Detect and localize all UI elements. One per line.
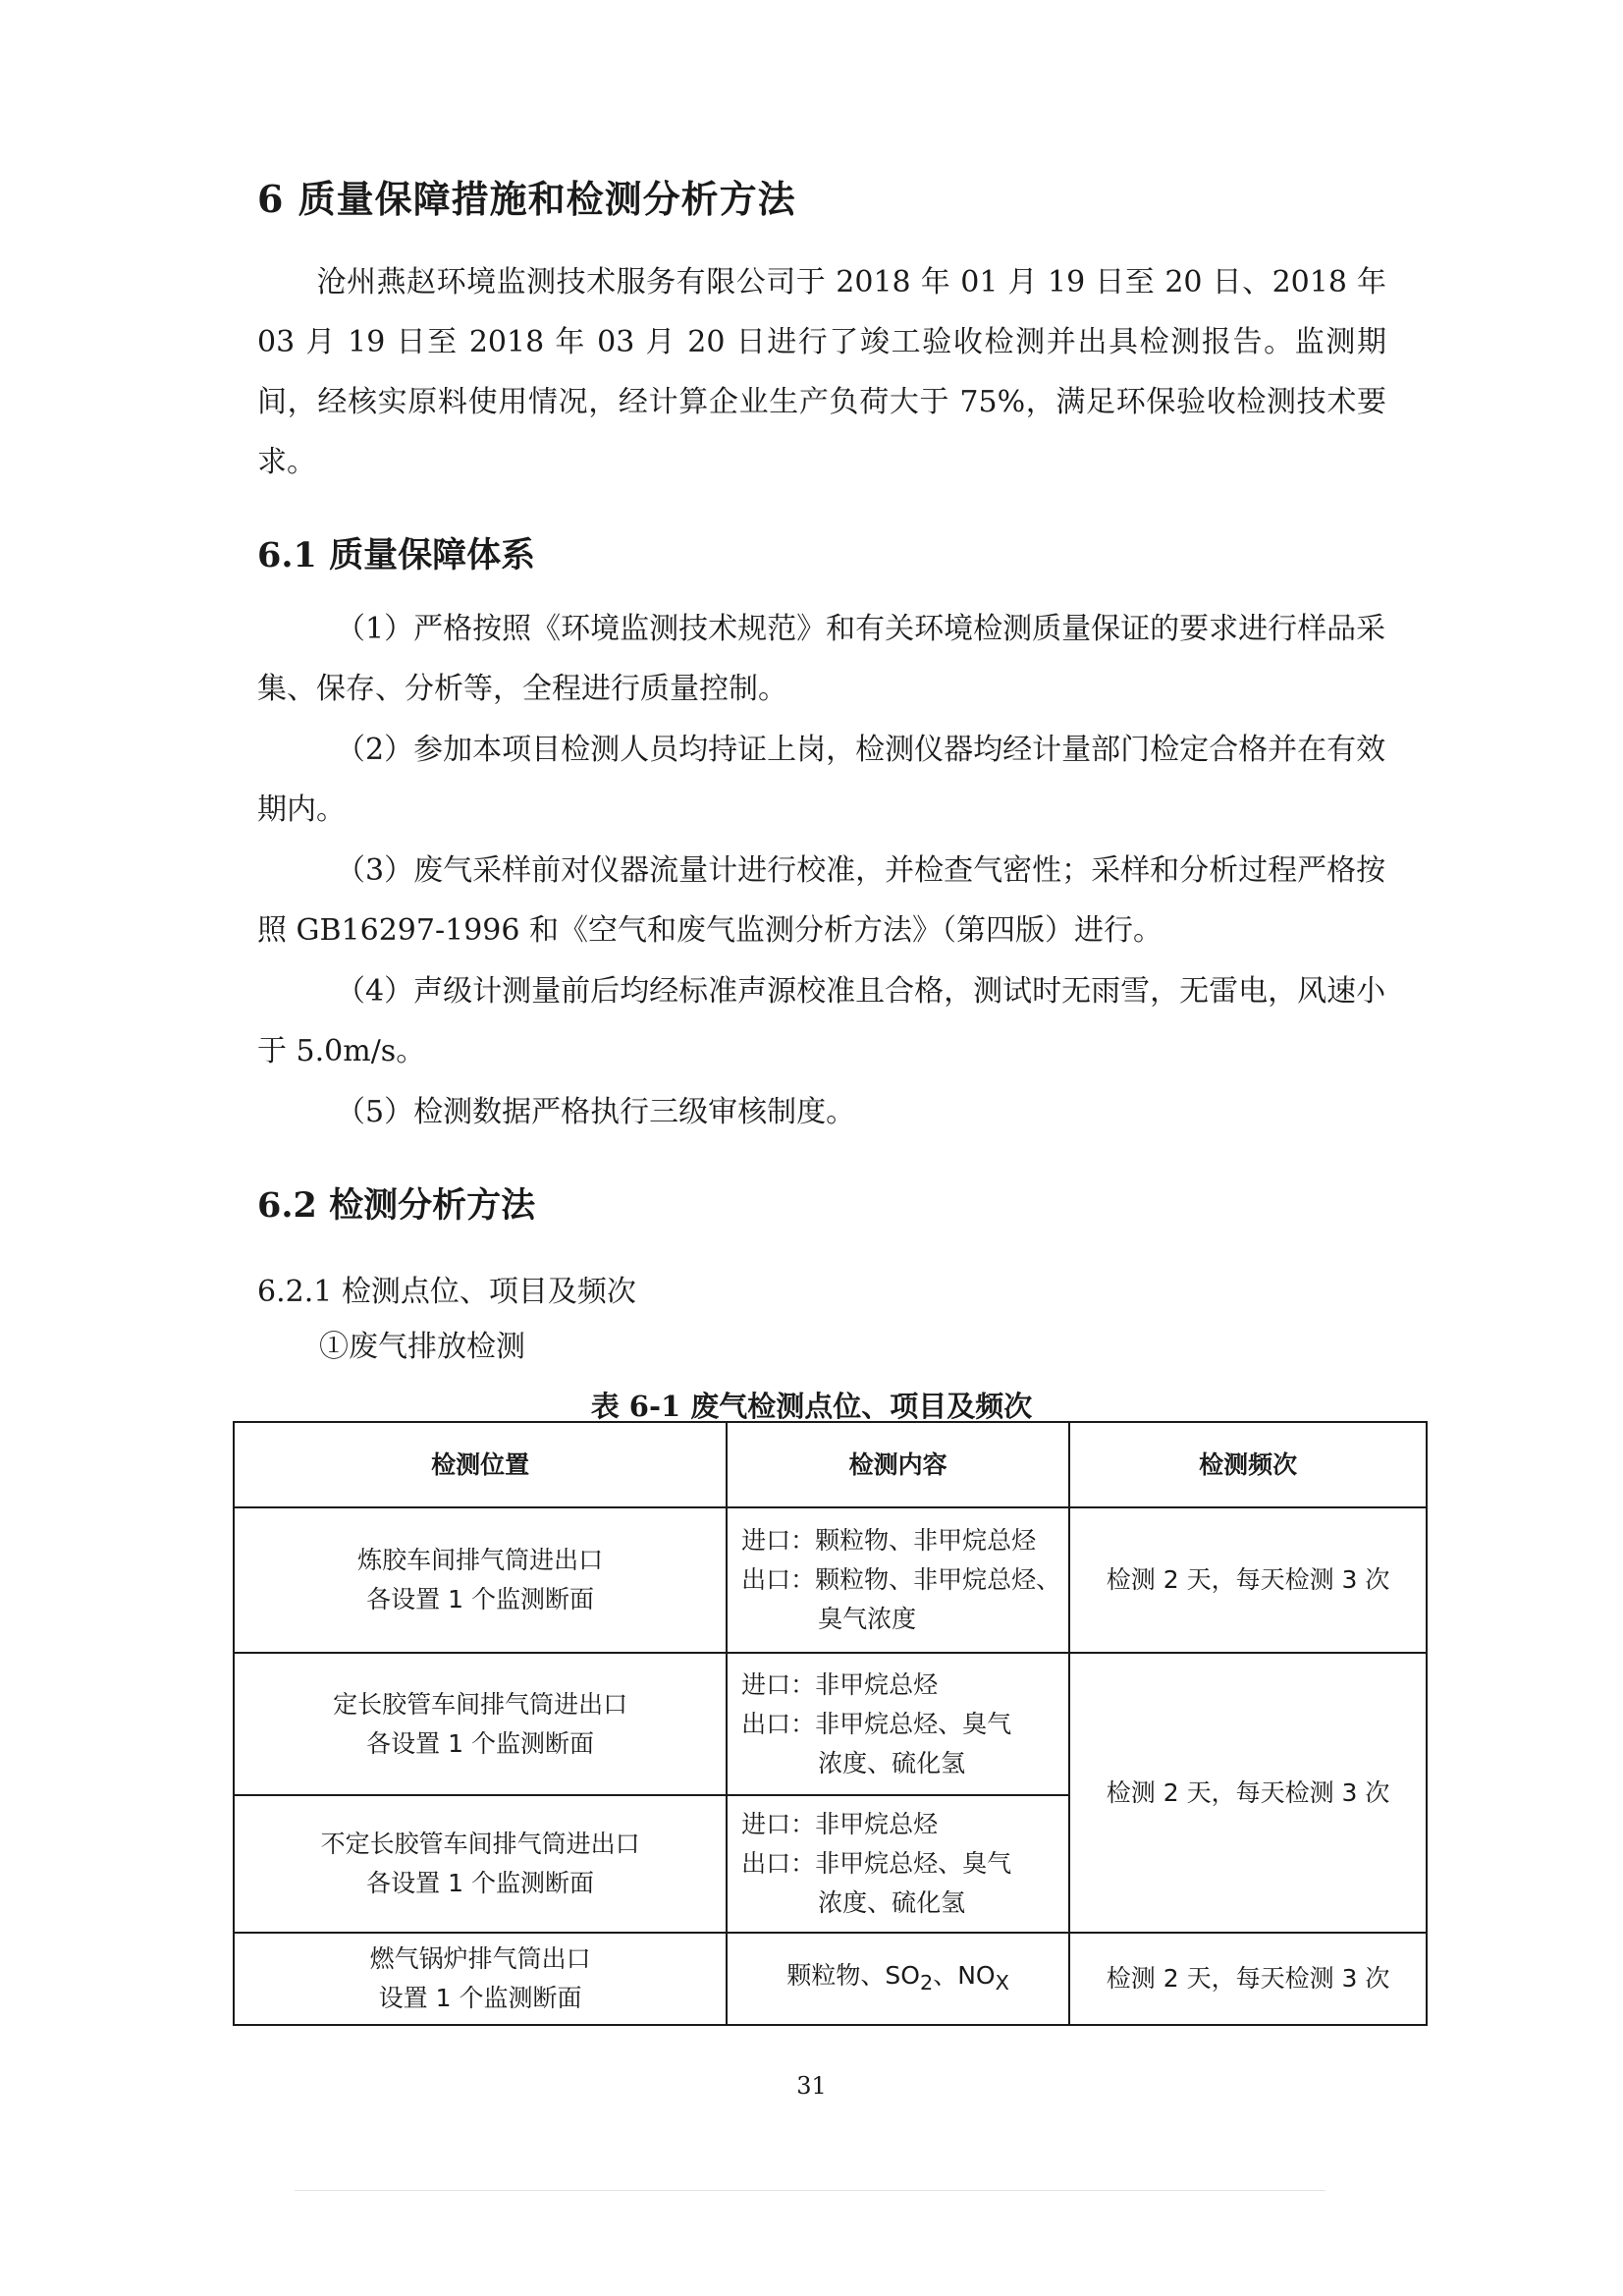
location-cell xyxy=(234,1507,727,1653)
table-header-row xyxy=(234,1422,1427,1507)
scan-artifact-line xyxy=(295,2190,1325,2191)
content-prefix: 颗粒物、SO xyxy=(786,1960,920,1990)
location-line: 设置 1 个监测断面 xyxy=(378,1984,582,2012)
content-line: 出口：颗粒物、非甲烷总烃、 xyxy=(741,1565,1061,1594)
content-line: 臭气浓度 xyxy=(818,1605,917,1633)
quality-item-1-text: （1）严格按照《环境监测技术规范》和有关环境检测质量保证的要求进行样品采集、保存、分析等，全程进行质量控制。 xyxy=(257,612,1386,706)
location-cell xyxy=(234,1795,727,1933)
page-number: 31 xyxy=(796,2072,827,2100)
quality-item-4-text: （4）声级计测量前后均经标准声源校准且合格，测试时无雨雪，无雷电，风速小于 5.0m/s。 xyxy=(257,974,1386,1068)
content-subscript: 2 xyxy=(919,1970,934,1995)
subsection-6-2-1-title: 6.2.1 检测点位、项目及频次 xyxy=(257,1275,636,1309)
location-line: 各设置 1 个监测断面 xyxy=(366,1585,594,1613)
content-subscript: X xyxy=(995,1970,1009,1995)
frequency-cell: 检测 2 天，每天检测 3 次 xyxy=(1069,1933,1427,2025)
location-line: 不定长胶管车间排气筒进出口 xyxy=(320,1830,640,1858)
content-cell xyxy=(727,1795,1069,1933)
location-line: 炼胶车间排气筒进出口 xyxy=(357,1546,604,1574)
quality-item-3-text: （3）废气采样前对仪器流量计进行校准，并检查气密性；采样和分析过程严格按照 GB16297-1996 和《空气和废气监测分析方法》（第四版）进行。 xyxy=(257,853,1386,948)
content-cell xyxy=(727,1653,1069,1795)
table-caption: 表 6-1 废气检测点位、项目及频次 xyxy=(590,1390,1033,1423)
quality-item-5-text: （5）检测数据严格执行三级审核制度。 xyxy=(336,1095,856,1129)
header-frequency: 检测频次 xyxy=(1069,1422,1427,1507)
location-line: 各设置 1 个监测断面 xyxy=(366,1728,594,1758)
frequency-cell: 检测 2 天，每天检测 3 次 xyxy=(1069,1507,1427,1653)
table-row xyxy=(234,1653,1427,1795)
content-line: 出口：非甲烷总烃、臭气 xyxy=(741,1709,1012,1738)
location-line: 燃气锅炉排气筒出口 xyxy=(369,1944,591,1973)
monitoring-table xyxy=(233,1421,1428,2026)
content-line: 浓度、硫化氢 xyxy=(818,1888,966,1917)
header-location: 检测位置 xyxy=(234,1422,727,1507)
section-6-1-title: 6.1 质量保障体系 xyxy=(257,535,536,575)
content-line: 出口：非甲烷总烃、臭气 xyxy=(741,1849,1012,1878)
quality-item-3 xyxy=(257,841,1386,960)
location-line: 各设置 1 个监测断面 xyxy=(366,1869,594,1897)
table-row xyxy=(234,1933,1427,2025)
content-cell xyxy=(727,1933,1069,2025)
header-content: 检测内容 xyxy=(727,1422,1069,1507)
quality-item-1 xyxy=(257,599,1386,719)
content-cell xyxy=(727,1507,1069,1653)
section-6-2-title: 6.2 检测分析方法 xyxy=(257,1185,536,1226)
section-title: 6 质量保障措施和检测分析方法 xyxy=(257,177,796,221)
quality-item-2 xyxy=(257,720,1386,840)
frequency-cell-merged: 检测 2 天，每天检测 3 次 xyxy=(1069,1653,1427,1933)
content-line: 进口：非甲烷总烃 xyxy=(741,1810,939,1838)
intro-text: 沧州燕赵环境监测技术服务有限公司于 2018 年 01 月 19 日至 20 日、2018 年 03 月 19 日至 2018 年 03 月 20 日进行了竣工验收检测并出具检测报告。监测期间，经核实原料使用情况，经计算企业生产负荷大于 75%，满足环保验收检测技术要求。 xyxy=(257,265,1386,479)
content-line: 进口：非甲烷总烃 xyxy=(741,1669,939,1699)
content-line: 浓度、硫化氢 xyxy=(818,1748,966,1777)
location-cell xyxy=(234,1653,727,1795)
table-row xyxy=(234,1507,1427,1653)
content-line: 进口：颗粒物、非甲烷总烃 xyxy=(741,1526,1037,1555)
location-cell xyxy=(234,1933,727,2025)
quality-item-5 xyxy=(257,1082,1386,1142)
intro-paragraph xyxy=(257,252,1386,492)
quality-item-4 xyxy=(257,961,1386,1081)
waste-gas-item: ①废气排放检测 xyxy=(319,1330,525,1364)
content-mid: 、NO xyxy=(933,1960,996,1990)
quality-item-2-text: （2）参加本项目检测人员均持证上岗，检测仪器均经计量部门检定合格并在有效期内。 xyxy=(257,733,1386,827)
location-line: 定长胶管车间排气筒进出口 xyxy=(333,1689,628,1719)
